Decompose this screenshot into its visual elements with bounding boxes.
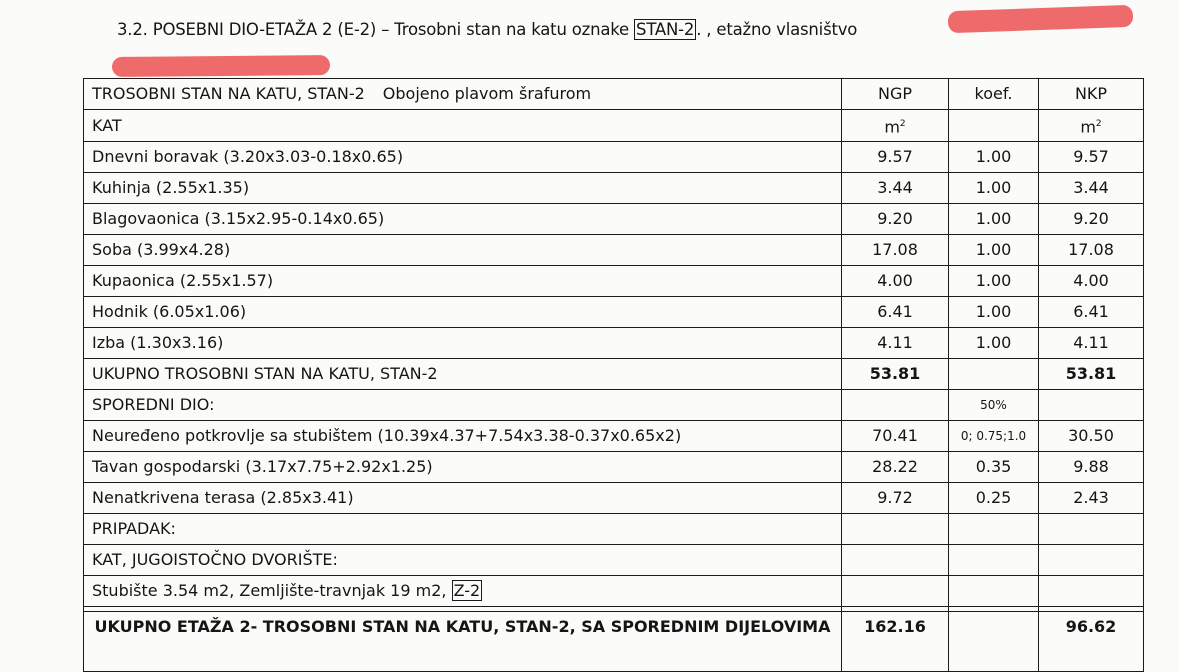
room-name: Kuhinja (2.55x1.35): [84, 173, 842, 204]
room-koef: 1.00: [949, 266, 1039, 297]
table-title: TROSOBNI STAN NA KATU, STAN-2: [92, 84, 365, 103]
table-row: [84, 452, 1144, 483]
table-row: [84, 204, 1144, 235]
table-row: [84, 266, 1144, 297]
table-row: [84, 328, 1144, 359]
appurtenance-location: KAT, JUGOISTOČNO DVORIŠTE:: [84, 545, 842, 576]
table-note: Obojeno plavom šrafurom: [382, 84, 592, 103]
subtotal-nkp: 53.81: [1039, 359, 1144, 390]
grand-total-nkp: 96.62: [1039, 612, 1144, 672]
room-nkp: 4.11: [1039, 328, 1144, 359]
room-nkp: 9.57: [1039, 142, 1144, 173]
secondary-label: SPOREDNI DIO:: [84, 390, 842, 421]
appurtenance-code-box: Z-2: [453, 581, 481, 601]
heading-suffix: . , etažno vlasništvo: [696, 20, 858, 39]
subtotal-label: UKUPNO TROSOBNI STAN NA KATU, STAN-2: [84, 359, 842, 390]
room-nkp: 17.08: [1039, 235, 1144, 266]
secondary-name: Neuređeno potkrovlje sa stubištem (10.39x4.37+7.54x3.38-0.37x0.65x2): [84, 421, 842, 452]
table-title-cell: [84, 79, 842, 110]
table-row: [84, 297, 1144, 328]
empty-cell: [1039, 545, 1144, 576]
secondary-nkp: 2.43: [1039, 483, 1144, 514]
grand-total-koef: [949, 612, 1039, 672]
room-name: Soba (3.99x4.28): [84, 235, 842, 266]
column-header-ngp: NGP: [842, 79, 949, 110]
room-ngp: 17.08: [842, 235, 949, 266]
empty-cell: [842, 545, 949, 576]
room-name: Izba (1.30x3.16): [84, 328, 842, 359]
room-koef: 1.00: [949, 142, 1039, 173]
secondary-ngp: 70.41: [842, 421, 949, 452]
secondary-ngp-empty: [842, 390, 949, 421]
subtotal-row: [84, 359, 1144, 390]
room-nkp: 3.44: [1039, 173, 1144, 204]
unit-code-box: STAN-2: [636, 20, 695, 39]
room-nkp: 9.20: [1039, 204, 1144, 235]
subtotal-koef: [949, 359, 1039, 390]
room-ngp: 3.44: [842, 173, 949, 204]
secondary-koef: 0; 0.75;1.0: [949, 421, 1039, 452]
subtotal-ngp: 53.81: [842, 359, 949, 390]
secondary-ngp: 28.22: [842, 452, 949, 483]
secondary-koef: 0.35: [949, 452, 1039, 483]
room-koef: 1.00: [949, 173, 1039, 204]
room-name: Dnevni boravak (3.20x3.03-0.18x0.65): [84, 142, 842, 173]
room-nkp: 6.41: [1039, 297, 1144, 328]
secondary-name: Nenatkrivena terasa (2.85x3.41): [84, 483, 842, 514]
appurtenance-location-row: [84, 545, 1144, 576]
room-ngp: 6.41: [842, 297, 949, 328]
empty-cell: [842, 514, 949, 545]
secondary-nkp: 9.88: [1039, 452, 1144, 483]
grand-total-ngp: 162.16: [842, 612, 949, 672]
grand-total-row: [84, 612, 1144, 672]
units-row: [84, 110, 1144, 142]
empty-cell: [949, 576, 1039, 607]
grand-total-label: UKUPNO ETAŽA 2- TROSOBNI STAN NA KATU, STAN-2, SA SPOREDNIM DIJELOVIMA: [84, 612, 842, 672]
room-koef: 1.00: [949, 235, 1039, 266]
appurtenance-detail-cell: [84, 576, 842, 607]
table-header-row: [84, 79, 1144, 110]
appurtenance-row: [84, 514, 1144, 545]
redaction-mark: [948, 5, 1134, 33]
floor-label: KAT: [84, 110, 842, 142]
secondary-nkp: 30.50: [1039, 421, 1144, 452]
appurtenance-detail-row: [84, 576, 1144, 607]
area-table: [83, 78, 1144, 672]
room-koef: 1.00: [949, 328, 1039, 359]
section-heading: [117, 20, 857, 39]
table-row: [84, 235, 1144, 266]
koef-unit-empty: [949, 110, 1039, 142]
secondary-header-row: [84, 390, 1144, 421]
secondary-koef-percent: 50%: [949, 390, 1039, 421]
empty-cell: [949, 514, 1039, 545]
ngp-unit: $m^2$: [842, 110, 949, 142]
redaction-mark: [112, 55, 330, 77]
secondary-koef: 0.25: [949, 483, 1039, 514]
nkp-unit: $m^2$: [1039, 110, 1144, 142]
room-name: Kupaonica (2.55x1.57): [84, 266, 842, 297]
room-ngp: 4.11: [842, 328, 949, 359]
table-row: [84, 421, 1144, 452]
empty-cell: [1039, 514, 1144, 545]
appurtenance-detail: Stubište 3.54 m2, Zemljište-travnjak 19 m2,: [92, 581, 447, 601]
empty-cell: [949, 545, 1039, 576]
table-row: [84, 483, 1144, 514]
empty-cell: [842, 576, 949, 607]
table-row: [84, 142, 1144, 173]
empty-cell: [1039, 576, 1144, 607]
secondary-name: Tavan gospodarski (3.17x7.75+2.92x1.25): [84, 452, 842, 483]
room-ngp: 9.57: [842, 142, 949, 173]
secondary-ngp: 9.72: [842, 483, 949, 514]
room-koef: 1.00: [949, 297, 1039, 328]
table-row: [84, 173, 1144, 204]
secondary-nkp-empty: [1039, 390, 1144, 421]
room-nkp: 4.00: [1039, 266, 1144, 297]
room-ngp: 4.00: [842, 266, 949, 297]
room-name: Hodnik (6.05x1.06): [84, 297, 842, 328]
appurtenance-label: PRIPADAK:: [84, 514, 842, 545]
column-header-koef: koef.: [949, 79, 1039, 110]
column-header-nkp: NKP: [1039, 79, 1144, 110]
room-name: Blagovaonica (3.15x2.95-0.14x0.65): [84, 204, 842, 235]
heading-prefix: 3.2. POSEBNI DIO-ETAŽA 2 (E-2) – Trosobni stan na katu oznake: [117, 20, 629, 39]
room-ngp: 9.20: [842, 204, 949, 235]
room-koef: 1.00: [949, 204, 1039, 235]
